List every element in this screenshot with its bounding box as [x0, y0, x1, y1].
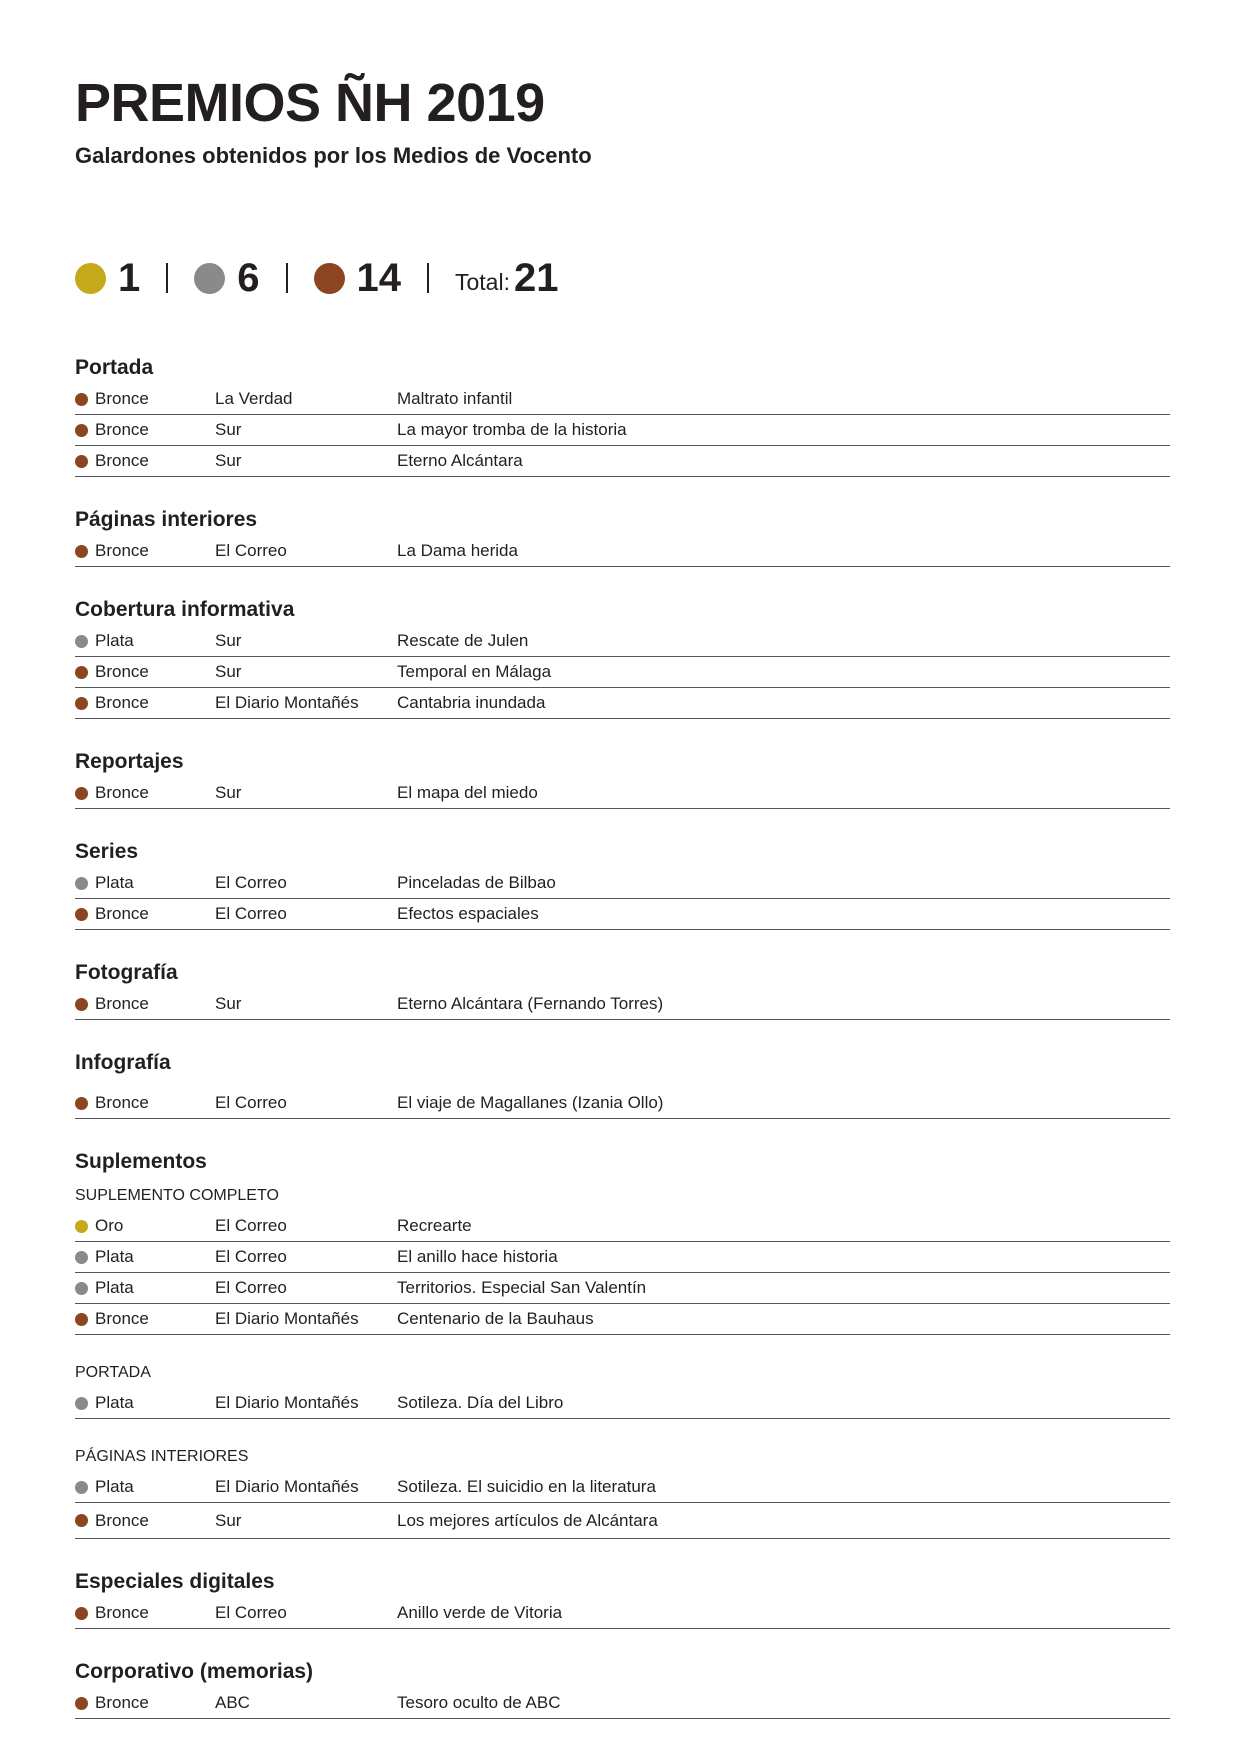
award-row [75, 384, 1170, 415]
medal-cell [75, 783, 215, 803]
medal-label: Bronce [95, 420, 149, 439]
bronze-medal-icon [75, 1313, 88, 1326]
award-section [75, 742, 1170, 809]
work-title: Efectos espaciales [397, 904, 539, 923]
work-title: Cantabria inundada [397, 693, 546, 712]
medal-cell [75, 1603, 215, 1623]
media-name: El Diario Montañés [215, 693, 359, 712]
bronze-medal-icon [75, 1697, 88, 1710]
media-name: Sur [215, 783, 242, 802]
bronze-medal-icon [75, 393, 88, 406]
bronze-medal-icon [75, 455, 88, 468]
bronze-medal-icon [75, 1514, 88, 1527]
page-title: PREMIOS ÑH 2019 [75, 73, 545, 133]
section-title: Páginas interiores [75, 508, 258, 531]
medal-label: Plata [95, 873, 134, 892]
medal-cell [75, 1247, 215, 1267]
medal-cell [75, 631, 215, 651]
bronze-medal-icon [75, 998, 88, 1011]
media-name: El Correo [215, 1247, 287, 1266]
media-name: El Correo [215, 1278, 287, 1297]
work-title: Eterno Alcántara (Fernando Torres) [397, 994, 664, 1013]
medal-label: Bronce [95, 1309, 149, 1328]
award-row [75, 536, 1170, 567]
section-subtitle: SUPLEMENTO COMPLETO [75, 1187, 279, 1204]
medal-cell [75, 389, 215, 409]
work-title: Centenario de la Bauhaus [397, 1309, 594, 1328]
medal-cell [75, 1309, 215, 1329]
bronze-medal-icon [75, 908, 88, 921]
award-row [75, 626, 1170, 657]
divider [286, 263, 288, 293]
bronze-medal-icon [75, 424, 88, 437]
media-name: El Correo [215, 904, 287, 923]
medal-cell [75, 1278, 215, 1298]
work-title: Los mejores artículos de Alcántara [397, 1510, 658, 1530]
work-title: El viaje de Magallanes (Izania Ollo) [397, 1093, 664, 1112]
media-name: El Correo [215, 1093, 287, 1112]
award-section [75, 953, 1170, 1020]
medal-cell [75, 904, 215, 924]
media-name: Sur [215, 420, 242, 439]
award-row [75, 1388, 1170, 1419]
medal-cell [75, 541, 215, 561]
award-row [75, 1304, 1170, 1335]
work-title: Eterno Alcántara [397, 451, 523, 470]
media-name: Sur [215, 631, 242, 650]
section-title: Series [75, 840, 139, 863]
award-row [75, 1273, 1170, 1304]
work-title: Territorios. Especial San Valentín [397, 1278, 647, 1297]
medal-label: Bronce [95, 541, 149, 560]
media-name: ABC [215, 1693, 250, 1712]
medal-label: Oro [95, 1216, 124, 1235]
medal-label: Plata [95, 1477, 134, 1496]
work-title: Rescate de Julen [397, 631, 529, 650]
medal-label: Bronce [95, 1603, 149, 1622]
summary-bronce [314, 258, 402, 298]
work-title: Sotileza. El suicidio en la literatura [397, 1477, 656, 1496]
award-section [75, 500, 1170, 567]
media-name: Sur [215, 451, 242, 470]
work-title: El mapa del miedo [397, 783, 538, 802]
medal-cell [75, 1511, 215, 1531]
award-row [75, 899, 1170, 930]
awards-list [75, 348, 1170, 1742]
silver-medal-icon [194, 263, 225, 294]
medal-label: Bronce [95, 389, 149, 408]
section-title: Suplementos [75, 1150, 207, 1173]
work-title: Pinceladas de Bilbao [397, 873, 556, 892]
bronze-medal-icon [75, 666, 88, 679]
medal-label: Bronce [95, 994, 149, 1013]
medal-label: Bronce [95, 693, 149, 712]
media-name: Sur [215, 662, 242, 681]
work-title: La Dama herida [397, 541, 518, 560]
work-title: La mayor tromba de la historia [397, 420, 627, 439]
section-subtitle: PÁGINAS INTERIORES [75, 1448, 249, 1465]
media-name: El Diario Montañés [215, 1477, 359, 1496]
silver-medal-icon [75, 1251, 88, 1264]
award-section [75, 1652, 1170, 1719]
bronze-medal-icon [75, 697, 88, 710]
medal-label: Plata [95, 1247, 134, 1266]
award-row [75, 1088, 1170, 1119]
award-row [75, 1472, 1170, 1503]
divider [166, 263, 168, 293]
medal-cell [75, 451, 215, 471]
summary-oro [75, 258, 140, 298]
award-row [75, 415, 1170, 446]
section-title: Portada [75, 356, 154, 379]
medal-cell [75, 1093, 215, 1113]
award-row [75, 688, 1170, 719]
medal-label: Bronce [95, 451, 149, 470]
award-section [75, 1142, 1170, 1539]
section-subtitle: PORTADA [75, 1364, 151, 1381]
medal-label: Plata [95, 1278, 134, 1297]
award-section [75, 1562, 1170, 1629]
medal-label: Bronce [95, 1693, 149, 1712]
medal-cell [75, 1393, 215, 1413]
gold-count: 1 [118, 256, 141, 300]
gold-medal-icon [75, 263, 106, 294]
bronze-count: 14 [356, 256, 401, 300]
medal-label: Plata [95, 1393, 134, 1412]
award-row [75, 1598, 1170, 1629]
section-title: Infografía [75, 1051, 171, 1074]
work-title: Sotileza. Día del Libro [397, 1393, 564, 1412]
award-section [75, 1043, 1170, 1119]
media-name: El Correo [215, 873, 287, 892]
bronze-medal-icon [75, 545, 88, 558]
media-name: El Correo [215, 541, 287, 560]
work-title: Tesoro oculto de ABC [397, 1693, 561, 1712]
total-count: 21 [513, 256, 559, 300]
medal-label: Plata [95, 631, 134, 650]
media-name: Sur [215, 1510, 242, 1530]
silver-medal-icon [75, 1282, 88, 1295]
award-row [75, 1211, 1170, 1242]
silver-count: 6 [237, 256, 260, 300]
award-row [75, 446, 1170, 477]
medal-cell [75, 693, 215, 713]
award-row [75, 657, 1170, 688]
section-title: Corporativo (memorias) [75, 1660, 314, 1683]
summary-total [455, 258, 558, 298]
award-row [75, 1242, 1170, 1273]
page-subtitle: Galardones obtenidos por los Medios de Vocento [75, 143, 592, 168]
work-title: Temporal en Málaga [397, 662, 552, 681]
gold-medal-icon [75, 1220, 88, 1233]
medal-cell [75, 1693, 215, 1713]
media-name: El Correo [215, 1603, 287, 1622]
medal-cell [75, 1477, 215, 1497]
medal-cell [75, 873, 215, 893]
bronze-medal-icon [314, 263, 345, 294]
award-section [75, 590, 1170, 719]
spacer [75, 1079, 1170, 1088]
media-name: El Diario Montañés [215, 1309, 359, 1328]
award-row [75, 1503, 1170, 1539]
silver-medal-icon [75, 1397, 88, 1410]
award-section [75, 832, 1170, 930]
bronze-medal-icon [75, 1097, 88, 1110]
silver-medal-icon [75, 1481, 88, 1494]
media-name: El Correo [215, 1216, 287, 1235]
section-title: Especiales digitales [75, 1570, 275, 1593]
media-name: El Diario Montañés [215, 1393, 359, 1412]
work-title: Anillo verde de Vitoria [397, 1603, 563, 1622]
medal-cell [75, 420, 215, 440]
medal-label: Bronce [95, 1093, 149, 1112]
award-section [75, 348, 1170, 477]
medal-label: Bronce [95, 904, 149, 923]
medal-label: Bronce [95, 662, 149, 681]
award-row [75, 989, 1170, 1020]
section-title: Cobertura informativa [75, 598, 295, 621]
medal-cell [75, 994, 215, 1014]
award-row [75, 868, 1170, 899]
silver-medal-icon [75, 635, 88, 648]
divider [427, 263, 429, 293]
section-title: Fotografía [75, 961, 178, 984]
section-title: Reportajes [75, 750, 184, 773]
award-row [75, 1688, 1170, 1719]
medal-label: Bronce [95, 1510, 149, 1530]
silver-medal-icon [75, 877, 88, 890]
medal-cell [75, 1216, 215, 1236]
work-title: El anillo hace historia [397, 1247, 558, 1266]
award-row [75, 778, 1170, 809]
medal-label: Bronce [95, 783, 149, 802]
bronze-medal-icon [75, 787, 88, 800]
medal-summary [75, 254, 558, 302]
media-name: La Verdad [215, 389, 293, 408]
medal-cell [75, 662, 215, 682]
work-title: Maltrato infantil [397, 389, 513, 408]
media-name: Sur [215, 994, 242, 1013]
summary-plata [194, 258, 259, 298]
bronze-medal-icon [75, 1607, 88, 1620]
work-title: Recrearte [397, 1216, 472, 1235]
total-label: Total: [455, 268, 510, 295]
